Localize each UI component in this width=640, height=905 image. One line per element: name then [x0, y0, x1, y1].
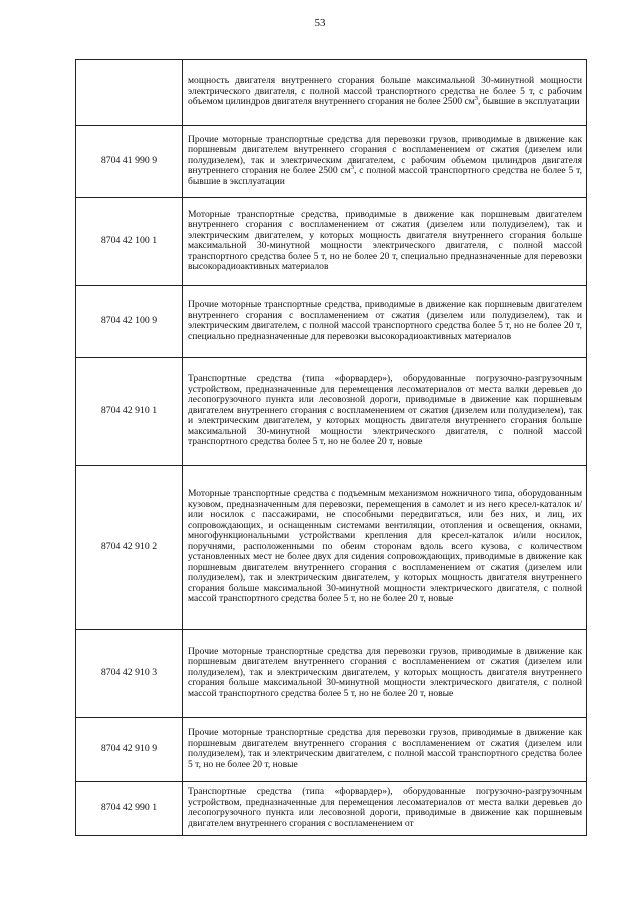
description-cell: Транспортные средства (типа «форвардер»), оборудованные погрузочно-разгрузочным устройством, предназначенные для перемещения лесоматериалов от места валки деревьев до лесопогрузочного пункта или лесовозной дороги, приводимые в движение как поршневым двигателем внутреннего сгорания с воспламенением от сжатия (дизелем или полудизелем), так и электрическим двигателем, у которых мощность двигателя внутреннего сгорания больше максимальной 30-минутной мощности электрического двигателя, с полной массой транспортного средства более 5 т, но не более 20 т, новые [183, 358, 587, 466]
table-row [76, 358, 587, 466]
description-cell: Прочие моторные транспортные средства для перевозки грузов, приводимые в движение как поршневым двигателем внутреннего сгорания с воспламенением от сжатия (дизелем или полудизелем), так и электрическим двигателем, с полной массой транспортного средства более 5 т, но не более 20 т, новые [183, 718, 587, 782]
table-row [76, 286, 587, 358]
code-cell: 8704 42 910 9 [76, 718, 183, 782]
description-cell: Прочие моторные транспортные средства, приводимые в движение как поршневым двигателем внутреннего сгорания с воспламенением от сжатия (дизелем или полудизелем), так и электрическим двигателем, с полной массой транспортного средства более 5 т, но не более 20 т, специально предназначенные для перевозки высокорадиоактивных материалов [183, 286, 587, 358]
code-cell: 8704 42 990 1 [76, 782, 183, 836]
code-cell: 8704 41 990 9 [76, 126, 183, 198]
table-row [76, 718, 587, 782]
description-cell: Транспортные средства (типа «форвардер»), оборудованные погрузочно-разгрузочным устройством, предназначенные для перемещения лесоматериалов от места валки деревьев до лесопогрузочного пункта или лесовозной дороги, приводимые в движение как поршневым двигателем внутреннего сгорания с воспламенением от [183, 782, 587, 836]
code-cell: 8704 42 100 9 [76, 286, 183, 358]
tariff-code-table [75, 59, 587, 836]
table-row [76, 126, 587, 198]
table-row [76, 466, 587, 630]
code-cell: 8704 42 100 1 [76, 198, 183, 286]
table-row [76, 60, 587, 126]
description-cell: мощность двигателя внутреннего сгорания больше максимальной 30-минутной мощности электрического двигателя, с полной массой транспортного средства не более 5 т, с рабочим объемом цилиндров двигателя внутреннего сгорания не более 2500 $см^3$, бывшие в эксплуатации [183, 60, 587, 126]
code-cell: 8704 42 910 1 [76, 358, 183, 466]
description-cell: Моторные транспортные средства, приводимые в движение как поршневым двигателем внутреннего сгорания с воспламенением от сжатия (дизелем или полудизелем), так и электрическим двигателем, у которых мощность двигателя внутреннего сгорания больше максимальной 30-минутной мощности электрического двигателя, с полной массой транспортного средства более 5 т, но не более 20 т, специально предназначенные для перевозки высокорадиоактивных материалов [183, 198, 587, 286]
code-cell: 8704 42 910 2 [76, 466, 183, 630]
code-cell: 8704 42 910 3 [76, 630, 183, 718]
description-cell: Прочие моторные транспортные средства для перевозки грузов, приводимые в движение как поршневым двигателем внутреннего сгорания с воспламенением от сжатия (дизелем или полудизелем), так и электрическим двигателем, у которых мощность двигателя внутреннего сгорания больше максимальной 30-минутной мощности электрического двигателя, с полной массой транспортного средства более 5 т, но не более 20 т, новые [183, 630, 587, 718]
table-row [76, 630, 587, 718]
description-cell: Прочие моторные транспортные средства для перевозки грузов, приводимые в движение как поршневым двигателем внутреннего сгорания с воспламенением от сжатия (дизелем или полудизелем), так и электрическим двигателем, с рабочим объемом цилиндров двигателя внутреннего сгорания не более 2500 $см^3$, с полной массой транспортного средства не более 5 т, бывшие в эксплуатации [183, 126, 587, 198]
code-cell [76, 60, 183, 126]
table-row [76, 782, 587, 836]
table-row [76, 198, 587, 286]
page-number: 53 [314, 17, 326, 29]
description-cell: Моторные транспортные средства с подъемным механизмом ножничного типа, оборудованным кузовом, предназначенным для перевозки, перемещения в самолет и из него кресел-каталок и/или носилок с пассажирами, не способными передвигаться, или без них, и лиц, их сопровождающих, и оснащенным системами вентиляции, отопления и освещения, окнами, многофункциональными устройствами крепления для кресел-каталок и/или носилок, поручнями, расположенными по обеим сторонам вдоль всего кузова, с количеством установленных мест не более двух для сидения сопровождающих, приводимые в движение как поршневым двигателем внутреннего сгорания с воспламенением от сжатия (дизелем или полудизелем), так и электрическим двигателем, у которых мощность двигателя внутреннего сгорания больше максимальной 30-минутной мощности электрического двигателя, с полной массой транспортного средства более 5 т, но не более 20 т, новые [183, 466, 587, 630]
